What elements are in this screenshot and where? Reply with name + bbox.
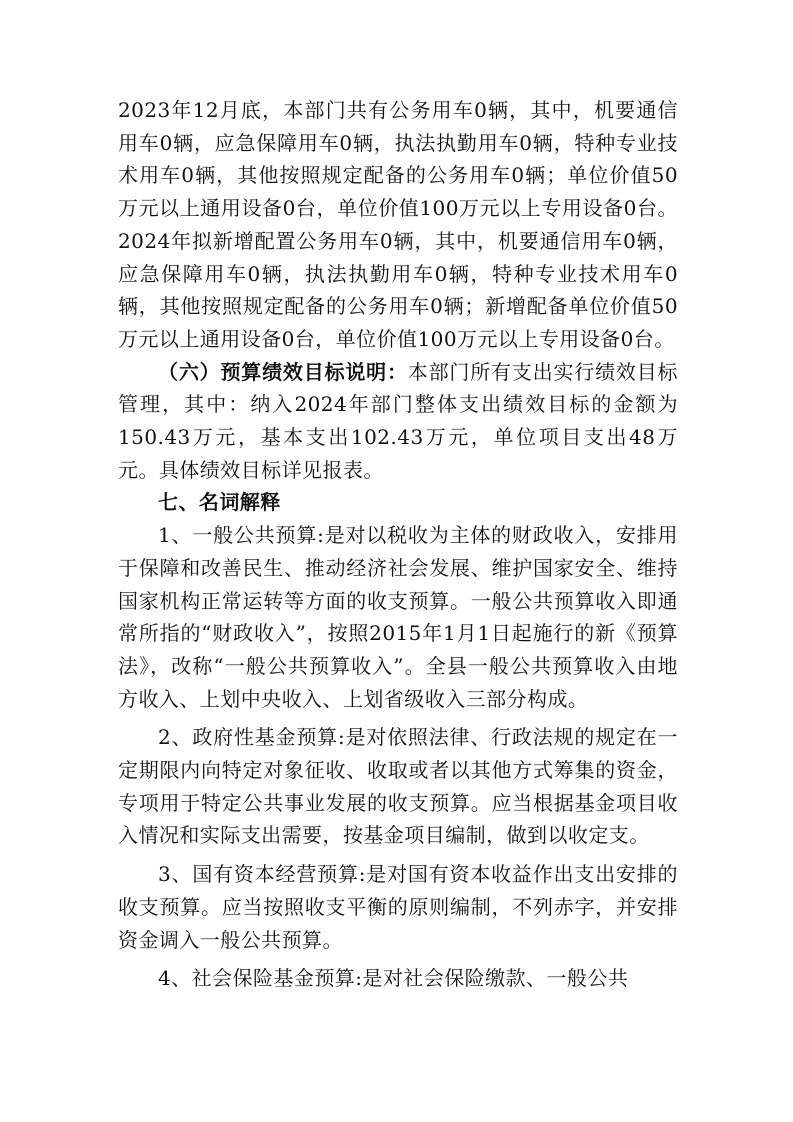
term-state-capital-budget: 3、国有资本经营预算:是对国有资本收益作出支出安排的收支预算。应当按照收支平衡的原则编制，不列赤字，并安排资金调入一般公共预算。	[118, 862, 678, 952]
document-body	[118, 94, 678, 995]
term-social-insurance-budget: 4、社会保险基金预算:是对社会保险缴款、一般公共	[158, 966, 629, 991]
performance-paragraph	[118, 356, 678, 487]
performance-heading: （六）预算绩效目标说明：	[158, 359, 408, 384]
vehicles-paragraph: 2023年12月底，本部门共有公务用车0辆，其中，机要通信用车0辆，应急保障用车0辆，执法执勤用车0辆，特种专业技术用车0辆，其他按照规定配备的公务用车0辆；单位价值50万元以上通用设备0台，单位价值100万元以上专用设备0台。2024年拟新增配置公务用车0辆，其中，机要通信用车0辆，应急保障用车0辆，执法执勤用车0辆，特种专业技术用车0辆，其他按照规定配备的公务用车0辆；新增配备单位价值50万元以上通用设备0台，单位价值100万元以上专用设备0台。	[118, 98, 678, 351]
term-fund-budget: 2、政府性基金预算:是对依照法律、行政法规的规定在一定期限内向特定对象征收、收取或者以其他方式筹集的资金，专项用于特定公共事业发展的收支预算。应当根据基金项目收入情况和实际支出需要，按基金项目编制，做到以收定支。	[118, 725, 678, 848]
term-general-budget: 1、一般公共预算:是对以税收为主体的财政收入，安排用于保障和改善民生、推动经济社会发展、维护国家安全、维持国家机构正常运转等方面的收支预算。一般公共预算收入即通常所指的“财政收入”，按照2015年1月1日起施行的新《预算法》，改称“一般公共预算收入”。全县一般公共预算收入由地方收入、上划中央收入、上划省级收入三部分构成。	[118, 523, 678, 711]
section-heading: 七、名词解释	[158, 490, 281, 515]
performance-text: 本部门所有支出实行绩效目标管理，其中：纳入2024年部门整体支出绩效目标的金额为150.43万元，基本支出102.43万元，单位项目支出48万元。具体绩效目标详见报表。	[118, 359, 678, 482]
